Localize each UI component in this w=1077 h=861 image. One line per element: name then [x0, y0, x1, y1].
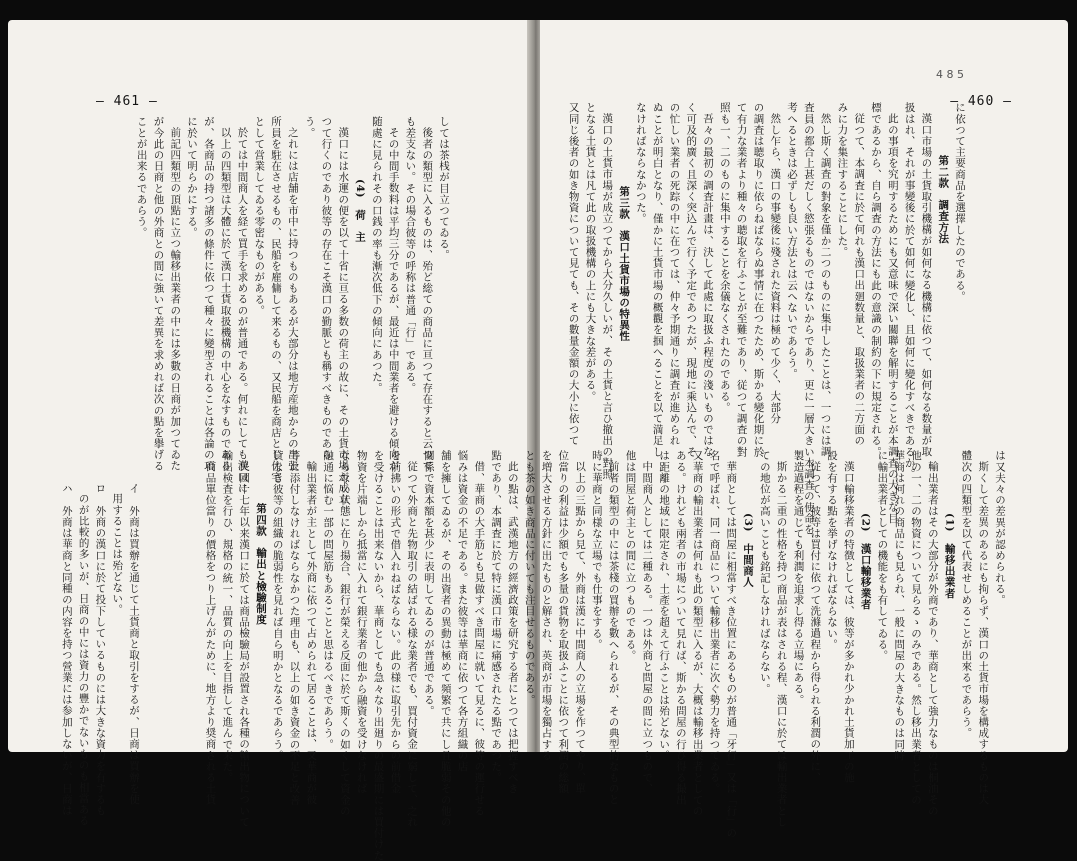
right-upper-line: 吾々の最初の調査計畫は、決して此處に取扱ふ程度の淺いものではな [702, 112, 715, 457]
right-lower-line: 位當りの利益は少額でも多量の貨物を取扱ふことに依つて利潤の総額 [557, 450, 570, 795]
right-middle-line: 輸出業者はその大部分が外商であり、華商として強力なものは桐油その [926, 460, 939, 816]
left-upper-line: 以上の四類型は大體に於て漢口土貨取扱機構の中心をなすものである [219, 126, 232, 471]
right-middle-line: ある。けれども兩者の市場について見れば、斯かる問屋の行ひ得る撮出 [674, 450, 687, 806]
left-upper-line: 之れには店舗を市中に持つものもあるが大部分は地方産地からの出張 [286, 126, 299, 471]
right-middle-line: 中間商人としては二種ある。一つは外商と問屋の間に立つもので、 [641, 460, 654, 794]
right-upper-line: に依つて主要商品を選擇したのである。 [954, 102, 966, 302]
left-lower-line: 用することは殆どない。 [111, 493, 124, 616]
left-upper-line: が今此の日商と他の外商との間に強いて差異を求めれば次の點を擧げる [152, 116, 165, 472]
right-upper-line: く可及的廣く且深く突込んで行く予定であつたが、現地に乘込んで、そ [685, 102, 698, 458]
right-lower-line: 關係で資本額を甚少に表明してゐるのが普通である。 [422, 450, 435, 717]
right-upper-line: ぬことが明白となり、僅かに土貨市場の概觀を掴へることを以て満足し [651, 102, 664, 458]
left-upper-line: として営業してゐる零密なものがある。 [253, 116, 266, 316]
right-lower-line: とも茶の如き商品に付いても注目せるものである。 [523, 450, 536, 706]
right-middle-line: 斯かる二重の性格を持つ商品が表はされる程、漢口に於ては輸出業者とし [775, 460, 788, 827]
right-upper-line: の忙しい業者の死踪の中に在つては、仲々予期通りに調査が進められ [668, 102, 681, 447]
left-upper-line: が、各商品の持つ諸多の條件に依つて種々に變型されることは各論の項 [202, 116, 215, 472]
right-lower-line: 以上の三點から見て、外商は漢に中間商人の立場を作つてやり、單 [574, 460, 587, 794]
right-middle-line: 他は問屋と荷主との間に立つものである。 [624, 450, 637, 661]
right-upper-line: なければならなかつた。 [634, 102, 647, 225]
left-upper-line: ことが出来るであらう。 [135, 116, 148, 239]
right-lower-line: 輸出検査を行ひ、規格の統一、品質の向上を目指して進んで来た。 [221, 450, 234, 783]
right-lower-line: 時に華商と同様な立場でも仕事をする。 [590, 450, 603, 650]
right-upper-line: 扱はれ、それが事變後に於て如何に變化し、且如何に變化すべきであるか。 [903, 102, 916, 480]
right-lower-line: 悩みは資金の不足である。また彼等は華商に依つて各方組織の店 [456, 450, 469, 772]
left-page-upper-text [32, 116, 452, 504]
left-lower-line: ロ 外商の漢口に於て投下しているものには大きな資力を有するも [94, 482, 107, 816]
left-upper-line: 所員を駐在させるもの、民船を雇傭して来るもの、又民船を商店とし住宅 [270, 116, 283, 483]
right-page-lower-text [204, 450, 1008, 861]
right-middle-line: 華商は何れの商品にも見られ、一般に問屋の大きなものは同時 [893, 450, 906, 761]
right-lower-line: 舗を擁してゐるが、その出資者の異動は極めて頻繁で共にし且脆弱その他の [439, 450, 452, 828]
right-lower-line: 輸出業者が主として外商に依つて占められて居ることは、又華商が彼 [305, 460, 318, 805]
right-upper-line: 漢口市場の土貨取引機構が如何なる機構に依つて、如何なる数量が取 [920, 112, 933, 457]
left-upper-line: う。 [303, 116, 316, 139]
right-upper-line: 然し斯く調査の對象を僅か二つのものに集中したことは、一つには調 [819, 112, 832, 457]
left-lower-line: のが比較的多いが、日商の中には資力の豐かでないものも相當ある [77, 493, 90, 826]
right-middle-line: ての地位が高いことも銘記しなければならない。 [758, 450, 771, 695]
right-upper-line: 従つて、本調査に於て何れも漢口出廻数量と、取扱業者の二方面の [853, 112, 866, 446]
right-middle-line: 設を有する點を挙げなければならない。 [826, 450, 839, 650]
right-lower-line: 借、華商の大手筋とも見做すべき問屋に就いて見るに、彼等の運行せる [473, 460, 486, 816]
right-lower-line: 民國十七年以来漢口に於ては商品檢驗局が設置され各種の輸出物について [238, 460, 251, 827]
right-lower-line: ならない状態に在り揚合、銀行が榮える反面に於て斯くの如くして資金の [338, 450, 351, 817]
left-upper-line: 於ては中間商人を経て買手を求めるのが普通である。何れにしても漢口に [236, 126, 249, 493]
right-upper-line: 此の事項を究明するためにも又意味で深い關聯を解明することが本調査の大きな目 [886, 112, 899, 524]
right-lower-line: 貸なき彼等の組織の脆弱性を見れば自ら明かとなるであらう。 [271, 450, 284, 761]
right-upper-line: 第三款 漢口土貨市場の特異性 [618, 186, 631, 342]
right-middle-line: (2) 漢口輸移業者 [859, 513, 872, 610]
right-lower-line: 物資を片端しから抵當に入れて銀行業者の他から融資を受けなければ [355, 450, 368, 795]
right-upper-line: となる土貨とは凡て此の取扱機構の上にも大きな差がある。 [584, 102, 597, 402]
right-middle-line: 體次の四類型を以て代表せしめることが出來るであらう。 [960, 450, 973, 739]
right-middle-line: 製造過程を通じても利潤を追求し得る立場にある。 [792, 450, 805, 706]
handwritten-mark: 4 8 5 [936, 68, 964, 81]
right-page-upper-text [558, 102, 968, 535]
right-lower-line: 此の點は、武漢地方の經濟政策を研究する者にとつては把握すべき [506, 460, 519, 794]
right-upper-line: の調査は聴取りに依らねばならぬ事情に在つたため、斯かる變化期に於 [752, 102, 765, 458]
right-lower-line: を受けることは出来ないから、華商としても急々なり出廻りの最盛期には買付けた [372, 450, 385, 861]
right-middle-line: 漢口輸移業者の特徴としては、彼等が多かれ少かれ土貨加工の施 [842, 460, 855, 783]
left-upper-line: 前記四類型の頂點に立つ輸移出業者の中には多數の日商が加つてゐた [169, 126, 182, 471]
right-upper-line: 然し乍ら、漢口の事變後に殘された資料は極めて少く、大部分 [769, 112, 782, 424]
right-upper-line: 査員の都合上甚だしく慾張るものではないからであり、更に一層大きい本調査の使命を [802, 102, 815, 535]
right-lower-line: 融通に悩む一部の問屋筋もあることと思はるべきであらう。 [322, 450, 335, 750]
left-lower-line: ハ 外商は華商と同種の内容を持つ營業には参加しないが、日商は [60, 482, 73, 816]
right-middle-line: 名で呼ばれ、同一商品について輸移出業者に次ぐ勢力を持つてゐる。 [708, 450, 721, 795]
right-lower-line: 第四款 輸出と檢驗制度 [254, 502, 267, 625]
right-lower-line: 従つて外商と先物取引の結ばれる様な業者でも、買付資金に窮して、之れ [406, 460, 419, 827]
page-number-left: — 461 — [96, 94, 158, 109]
right-middle-line: に輸出業者としての機能をも有してゐる。 [876, 450, 889, 661]
right-upper-line: て有力な業者より種々の聴取を行ふことが至難であり、従つて調査の對 [735, 102, 748, 458]
right-upper-line: みに力を集注することにした。 [836, 102, 849, 258]
right-lower-line: を前拂いの形式で借入れねばならない。此の様に取引先からの前借金 [389, 450, 402, 795]
left-page-lower-text [32, 472, 142, 826]
left-upper-line: つて行くのであり彼等の存在こそ漢口の勤脈とも稱すべきものであら [320, 116, 333, 461]
right-lower-line: 點であり、本調査に於て特に漢口市場に痛感されたる點であつた。 [490, 450, 503, 783]
right-middle-line: (3) 中間商人 [742, 513, 755, 588]
left-upper-line: その中間手数料は平均三分であるが、最近は中間業者を避ける傾向が [387, 126, 400, 471]
left-upper-line: 後者の類型に入るものは、殆ど総ての商品に亘つて存在すると云つて [421, 126, 434, 471]
right-upper-line: 又同じ後者の如き物資について見ても、その數量金額の大小に依つて [567, 102, 580, 447]
right-middle-line: 他の一、二の物資について見らるゝのみである。然し移出業者としての [910, 450, 923, 806]
right-upper-line: 標であるから、自ら調査の方法にも此の意識の制約の下に規定される。 [870, 102, 883, 458]
right-middle-line: 従つて、彼等は買付に依つて洗滌過程から得られる利潤の外に、 [809, 460, 822, 783]
left-upper-line: 漢口には水運の便を以て十省に亘る多数の荷主の故に、その土貨市場が成立 [337, 126, 350, 504]
right-middle-line: (1) 輸移出業者 [943, 513, 956, 599]
right-middle-line: は又夫々の差異が認められる。 [994, 450, 1006, 606]
left-upper-line: しては茶桟が目立つてゐる。 [438, 116, 450, 261]
right-lower-line: を増大させる方針に出たものと解され、英商が市場を獨占する [540, 450, 553, 761]
right-middle-line: は距離の地域に限定され、土產を超えて行ふことは殆どない。 [658, 450, 671, 761]
page-number-right: — 460 — [950, 94, 1012, 109]
right-upper-line: 漢口の土貨市場が成立つてから大分久しいが、その土貨と言ひ撤出の對照 [601, 112, 614, 479]
right-upper-line: 照も一、二のものに集中することを余儀なくされたのである。 [718, 102, 731, 413]
right-lower-line: 商品單位當りの價格をつり上げんがために、地方より奨商される土貨 [204, 460, 217, 805]
right-middle-line: 斯くして差異のあるにも拘らず、漢口の土貨市場を構成するものは大 [977, 460, 990, 805]
right-upper-line: 第二款 調査方法 [937, 154, 950, 244]
left-upper-line: (4) 荷 主 [354, 179, 367, 243]
right-upper-line: 考へるときは必ずしも良い方法とは云へないであらう。 [786, 102, 799, 380]
right-middle-line: 前者の類型の中には茶棧の買辦を數へられるが、その典型的なものと [607, 460, 620, 805]
left-lower-line: イ 外商は買辦を通じて土貨商と取引をするが、日商は買辦を使 [128, 482, 140, 805]
left-upper-line: 随處に見られその口銭の率も漸次低下の傾向にあつた。 [370, 116, 383, 394]
right-middle-line: 華商としては問屋に相當すべき位置にあるものが普通「牙行」又は「行」の [725, 460, 738, 838]
right-lower-line: 等に添付しなければならなかつた理由も、以上の如き資金の不足と改善 [288, 450, 301, 806]
right-middle-line: 又華商の輸出業者は何れも此の類型に入るが、大概は輸移出業者としての [691, 450, 704, 817]
left-upper-line: も差支ない。その場合彼等の呼称は普通「行」である。 [404, 116, 417, 394]
left-upper-line: に於いて明らかにする。 [186, 116, 199, 239]
